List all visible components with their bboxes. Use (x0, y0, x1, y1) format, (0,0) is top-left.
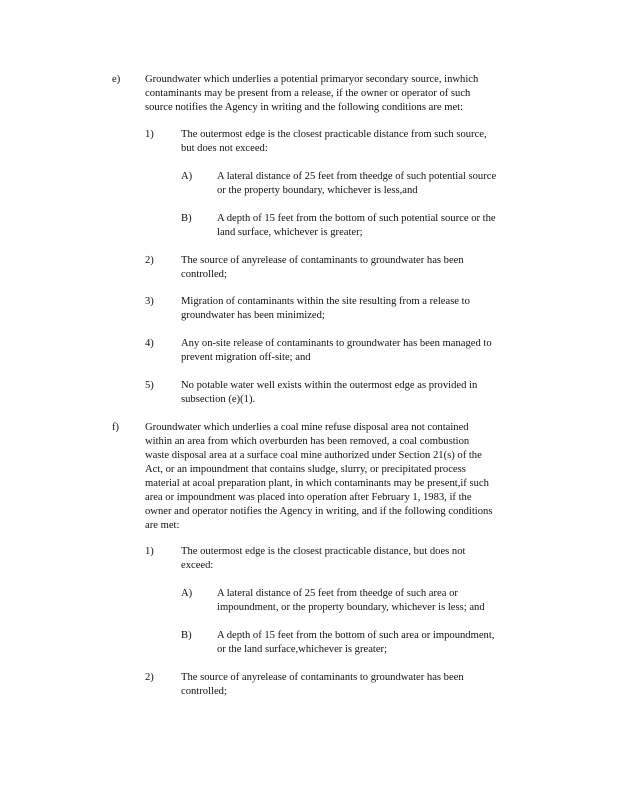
subparagraph-text (217, 170, 533, 198)
paragraph-text (181, 379, 519, 407)
text-line: exceed: (181, 560, 214, 571)
paragraph-text (181, 295, 511, 323)
paragraph-text (181, 254, 501, 282)
text-line: Groundwater which underlies a coal mine refuse disposal area not contained (145, 422, 469, 433)
text-line: Act, or an impoundment that contains sludge, slurry, or precipitated process (145, 464, 466, 475)
text-line: No potable water well exists within the outermost edge as provided in (181, 380, 478, 391)
subparagraph-text (217, 629, 521, 657)
text-line: controlled; (181, 686, 227, 697)
text-line: area or impoundment was placed into operation after February 1, 1983, if the (145, 492, 472, 503)
subparagraph-text (217, 212, 535, 240)
text-line: source notifies the Agency in writing and the following conditions are met: (145, 102, 464, 113)
paragraph-marker: 3) (145, 296, 154, 307)
paragraph-marker: 4) (145, 338, 154, 349)
text-line: but does not exceed: (181, 143, 268, 154)
text-line: Any on-site release of contaminants to groundwater has been managed to (181, 338, 492, 349)
text-line: The outermost edge is the closest practicable distance from such source, (181, 129, 487, 140)
text-line: prevent migration off-site; and (181, 352, 311, 363)
paragraph-text (181, 671, 501, 699)
paragraph-marker: 1) (145, 129, 154, 140)
subparagraph-marker: B) (181, 213, 192, 224)
text-line: subsection (e)(1). (181, 394, 256, 405)
subsection-marker: e) (112, 74, 121, 85)
paragraph-text (181, 545, 503, 573)
text-line: A lateral distance of 25 feet from theedge of such area or (217, 588, 458, 599)
text-line: land surface, whichever is greater; (217, 227, 363, 238)
text-line: A depth of 15 feet from the bottom of such area or impoundment, (217, 630, 495, 641)
text-line: Groundwater which underlies a potential primaryor secondary source, inwhich (145, 74, 479, 85)
subparagraph-marker: A) (181, 588, 193, 599)
paragraph-text (181, 128, 521, 156)
subsection-text (145, 421, 535, 533)
text-line: contaminants may be present from a release, if the owner or operator of such (145, 88, 471, 99)
paragraph-text (181, 337, 535, 365)
text-line: groundwater has been minimized; (181, 310, 325, 321)
text-line: The outermost edge is the closest practicable distance, but does not (181, 546, 466, 557)
paragraph-marker: 2) (145, 672, 154, 683)
subparagraph-text (217, 587, 521, 615)
text-line: A depth of 15 feet from the bottom of such potential source or the (217, 213, 496, 224)
subparagraph-marker: A) (181, 171, 193, 182)
text-line: The source of anyrelease of contaminants to groundwater has been (181, 672, 464, 683)
paragraph-marker: 1) (145, 546, 154, 557)
text-line: are met: (145, 520, 180, 531)
text-line: impoundment, or the property boundary, whichever is less; and (217, 602, 485, 613)
text-line: within an area from which overburden has been removed, a coal combustion (145, 436, 470, 447)
subparagraph-marker: B) (181, 630, 192, 641)
paragraph-marker: 2) (145, 255, 154, 266)
subsection-text (145, 73, 517, 115)
text-line: or the land surface,whichever is greater; (217, 644, 388, 655)
paragraph-marker: 5) (145, 380, 154, 391)
text-line: material at acoal preparation plant, in which contaminants may be present,if such (145, 478, 489, 489)
text-line: The source of anyrelease of contaminants to groundwater has been (181, 255, 464, 266)
text-line: or the property boundary, whichever is less,and (217, 185, 418, 196)
text-line: owner and operator notifies the Agency in writing, and if the following conditions (145, 506, 493, 517)
subsection-marker: f) (112, 422, 120, 433)
text-line: A lateral distance of 25 feet from theedge of such potential source (217, 171, 497, 182)
text-line: Migration of contaminants within the site resulting from a release to (181, 296, 470, 307)
text-line: waste disposal area at a surface coal mine authorized under Section 21(s) of the (145, 450, 482, 461)
text-line: controlled; (181, 269, 227, 280)
